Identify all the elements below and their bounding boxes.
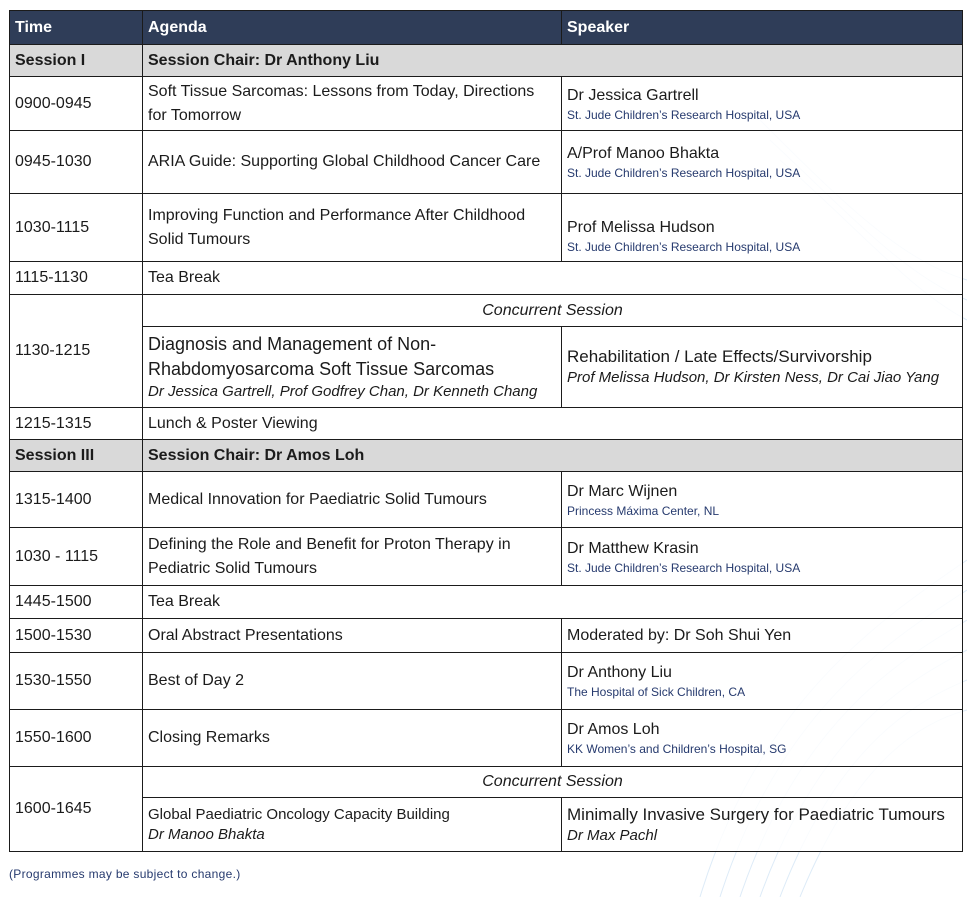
speaker-cell [562,528,963,586]
concurrent-right-title: Rehabilitation / Late Effects/Survivorship [567,347,872,366]
session-chair: Session Chair: Dr Anthony Liu [143,45,963,77]
table-row [10,327,963,408]
table-row [10,262,963,295]
speaker-affiliation: Princess Máxima Center, NL [567,503,720,518]
time-cell: 1115-1130 [10,262,143,295]
speaker-name: Prof Melissa Hudson [567,218,715,236]
speaker-affiliation: The Hospital of Sick Children, CA [567,685,746,699]
concurrent-right-cell [562,327,963,408]
agenda-cell: Best of Day 2 [143,653,562,710]
time-cell: 1550-1600 [10,710,143,767]
agenda-cell: Tea Break [143,262,963,295]
agenda-cell: Soft Tissue Sarcomas: Lessons from Today, Directions for Tomorrow [143,77,562,131]
concurrent-session-label: Concurrent Session [143,767,963,798]
session-label: Session I [10,45,143,77]
speaker-affiliation: St. Jude Children’s Research Hospital, USA [567,560,801,575]
speaker-cell [562,131,963,194]
concurrent-right-title: Minimally Invasive Surgery for Paediatric Tumours [567,804,945,824]
time-cell: 1600-1645 [10,767,143,852]
header-speaker: Speaker [562,11,963,45]
footnote: (Programmes may be subject to change.) [9,867,241,881]
header-agenda: Agenda [143,11,562,45]
speaker-affiliation: St. Jude Children’s Research Hospital, USA [567,166,801,180]
time-cell: 1130-1215 [10,295,143,408]
time-cell: 0900-0945 [10,77,143,131]
speaker-cell: Moderated by: Dr Soh Shui Yen [562,619,963,653]
concurrent-right-cell [562,798,963,852]
agenda-table [9,10,963,852]
time-cell: 1315-1400 [10,472,143,528]
agenda-cell: Lunch & Poster Viewing [143,408,963,440]
speaker-name: Dr Jessica Gartrell [567,86,699,104]
table-row [10,194,963,262]
time-cell: 1215-1315 [10,408,143,440]
table-row [10,472,963,528]
concurrent-left-title: Diagnosis and Management of Non-Rhabdomyosarcoma Soft Tissue Sarcomas [148,334,495,379]
speaker-cell [562,194,963,262]
time-cell: 1030-1115 [10,194,143,262]
time-cell: 1500-1530 [10,619,143,653]
table-row [10,295,963,327]
table-row [10,710,963,767]
speaker-affiliation: St. Jude Children’s Research Hospital, USA [567,239,801,254]
concurrent-right-speakers: Prof Melissa Hudson, Dr Kirsten Ness, Dr Cai Jiao Yang [567,369,940,386]
time-cell: 1445-1500 [10,586,143,619]
table-row [10,131,963,194]
table-header-row [10,11,963,45]
session-chair: Session Chair: Dr Amos Loh [143,440,963,472]
session-row [10,45,963,77]
concurrent-left-speakers: Dr Manoo Bhakta [148,825,265,843]
concurrent-left-cell [143,327,562,408]
speaker-name: A/Prof Manoo Bhakta [567,145,720,162]
concurrent-left-title: Global Paediatric Oncology Capacity Building [148,805,450,823]
concurrent-left-speakers: Dr Jessica Gartrell, Prof Godfrey Chan, Dr Kenneth Chang [148,383,538,400]
concurrent-right-speakers: Dr Max Pachl [567,826,658,844]
table-row [10,528,963,586]
speaker-cell [562,710,963,767]
time-cell: 1530-1550 [10,653,143,710]
time-cell: 1030 - 1115 [10,528,143,586]
header-time: Time [10,11,143,45]
agenda-cell: ARIA Guide: Supporting Global Childhood Cancer Care [143,131,562,194]
table-row [10,619,963,653]
speaker-name: Dr Marc Wijnen [567,482,678,500]
table-row [10,586,963,619]
agenda-cell: Closing Remarks [143,710,562,767]
agenda-cell: Medical Innovation for Paediatric Solid Tumours [143,472,562,528]
speaker-affiliation: St. Jude Children’s Research Hospital, USA [567,107,801,122]
concurrent-session-label: Concurrent Session [143,295,963,327]
speaker-affiliation: KK Women’s and Children’s Hospital, SG [567,742,787,756]
speaker-cell [562,77,963,131]
table-row [10,767,963,798]
speaker-name: Dr Anthony Liu [567,664,672,681]
time-cell: 0945-1030 [10,131,143,194]
speaker-name: Dr Matthew Krasin [567,539,699,557]
agenda-cell: Improving Function and Performance After Childhood Solid Tumours [143,194,562,262]
session-row [10,440,963,472]
table-row [10,77,963,131]
agenda-cell: Oral Abstract Presentations [143,619,562,653]
agenda-cell: Tea Break [143,586,963,619]
session-label: Session III [10,440,143,472]
speaker-cell [562,653,963,710]
concurrent-left-cell [143,798,562,852]
table-row [10,653,963,710]
speaker-cell [562,472,963,528]
table-row [10,408,963,440]
speaker-name: Dr Amos Loh [567,721,660,738]
agenda-cell: Defining the Role and Benefit for Proton Therapy in Pediatric Solid Tumours [143,528,562,586]
table-row [10,798,963,852]
